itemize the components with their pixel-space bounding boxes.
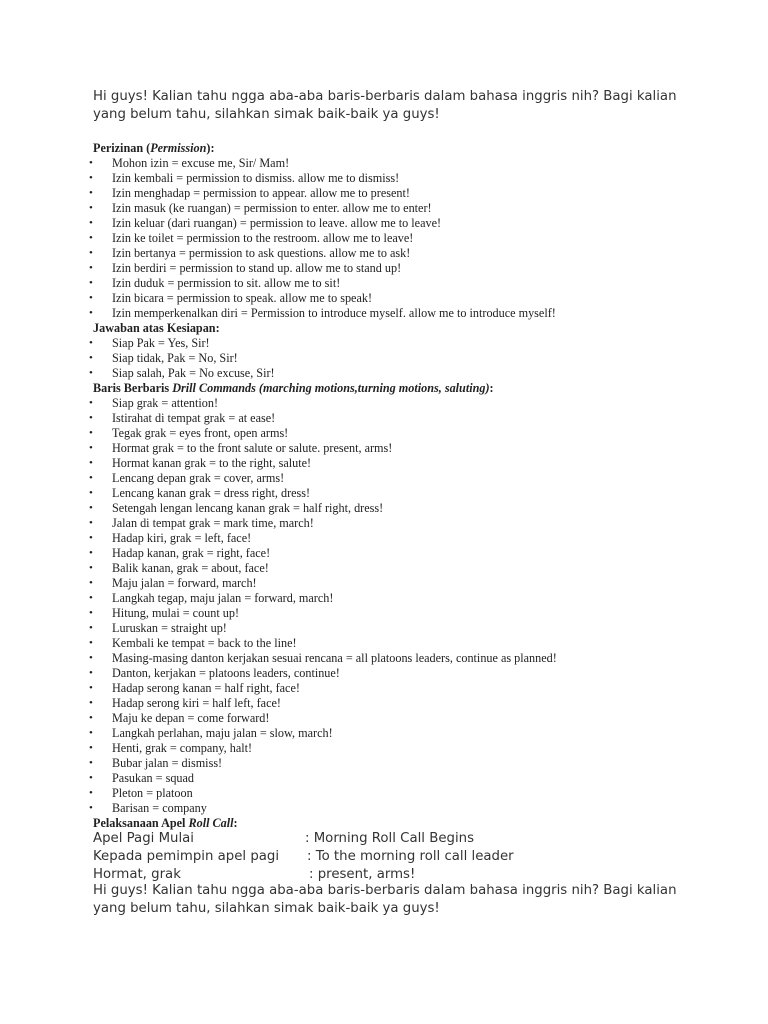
list-item: • Langkah tegap, maju jalan = forward, march!: [0, 591, 700, 606]
list-item: • Izin keluar (dari ruangan) = permission to leave. allow me to leave!: [0, 216, 700, 231]
list-item: • Balik kanan, grak = about, face!: [0, 561, 700, 576]
readiness-heading: Jawaban atas Kesiapan:: [93, 321, 220, 335]
rollcall-key: Hormat, grak: [93, 867, 181, 882]
list-item: • Hadap kiri, grak = left, face!: [0, 531, 700, 546]
list-item: • Maju ke depan = come forward!: [0, 711, 700, 726]
list-item: • Siap grak = attention!: [0, 396, 700, 411]
list-item: • Istirahat di tempat grak = at ease!: [0, 411, 700, 426]
list-item: • Siap Pak = Yes, Sir!: [0, 336, 700, 351]
list-item: • Tegak grak = eyes front, open arms!: [0, 426, 700, 441]
intro-paragraph: Hi guys! Kalian tahu ngga aba-aba baris-berbaris dalam bahasa inggris nih? Bagi kalian yang belum tahu, silahkan simak baik-baik ya guys!: [93, 89, 677, 122]
list-item: • Masing-masing danton kerjakan sesuai rencana = all platoons leaders, continue as planned!: [0, 651, 700, 666]
list-item: • Hormat grak = to the front salute or salute. present, arms!: [0, 441, 700, 456]
list-item: • Izin menghadap = permission to appear. allow me to present!: [0, 186, 700, 201]
list-item: • Hitung, mulai = count up!: [0, 606, 700, 621]
list-item: • Izin bicara = permission to speak. allow me to speak!: [0, 291, 700, 306]
permission-list: [0, 156, 700, 321]
list-item: • Izin ke toilet = permission to the restroom. allow me to leave!: [0, 231, 700, 246]
list-item: • Maju jalan = forward, march!: [0, 576, 700, 591]
readiness-list: [0, 336, 700, 381]
rollcall-value: : Morning Roll Call Begins: [305, 831, 474, 846]
rollcall-row: [93, 848, 693, 866]
list-item: • Henti, grak = company, halt!: [0, 741, 700, 756]
list-item: • Hadap serong kiri = half left, face!: [0, 696, 700, 711]
rollcall-value: : present, arms!: [309, 867, 416, 882]
list-item: • Izin berdiri = permission to stand up. allow me to stand up!: [0, 261, 700, 276]
list-item: • Lencang kanan grak = dress right, dress!: [0, 486, 700, 501]
list-item: • Siap salah, Pak = No excuse, Sir!: [0, 366, 700, 381]
list-item: • Izin memperkenalkan diri = Permission to introduce myself. allow me to introduce myself!: [0, 306, 700, 321]
list-item: • Izin masuk (ke ruangan) = permission to enter. allow me to enter!: [0, 201, 700, 216]
rollcall-row: [93, 830, 693, 848]
rollcall-value: : To the morning roll call leader: [307, 849, 514, 864]
list-item: • Jalan di tempat grak = mark time, march!: [0, 516, 700, 531]
drill-heading: Baris Berbaris Drill Commands (marching motions,turning motions, saluting):: [93, 381, 494, 395]
rollcall-table: [93, 830, 693, 884]
rollcall-key: Apel Pagi Mulai: [93, 831, 195, 846]
list-item: • Pleton = platoon: [0, 786, 700, 801]
list-item: • Luruskan = straight up!: [0, 621, 700, 636]
list-item: • Setengah lengan lencang kanan grak = half right, dress!: [0, 501, 700, 516]
list-item: • Langkah perlahan, maju jalan = slow, march!: [0, 726, 700, 741]
list-item: • Izin bertanya = permission to ask questions. allow me to ask!: [0, 246, 700, 261]
list-item: • Izin kembali = permission to dismiss. allow me to dismiss!: [0, 171, 700, 186]
list-item: • Pasukan = squad: [0, 771, 700, 786]
list-item: • Izin duduk = permission to sit. allow me to sit!: [0, 276, 700, 291]
drill-list: [0, 396, 700, 816]
outro-paragraph: Hi guys! Kalian tahu ngga aba-aba baris-berbaris dalam bahasa inggris nih? Bagi kalian yang belum tahu, silahkan simak baik-baik ya guys!: [93, 883, 677, 916]
list-item: • Lencang depan grak = cover, arms!: [0, 471, 700, 486]
list-item: • Barisan = company: [0, 801, 700, 816]
rollcall-heading: Pelaksanaan Apel Roll Call:: [93, 816, 238, 830]
list-item: • Kembali ke tempat = back to the line!: [0, 636, 700, 651]
permission-heading: Perizinan (Permission):: [93, 141, 215, 155]
list-item: • Danton, kerjakan = platoons leaders, continue!: [0, 666, 700, 681]
list-item: • Hormat kanan grak = to the right, salute!: [0, 456, 700, 471]
list-item: • Hadap serong kanan = half right, face!: [0, 681, 700, 696]
rollcall-key: Kepada pemimpin apel pagi: [93, 849, 280, 864]
list-item: • Mohon izin = excuse me, Sir/ Mam!: [0, 156, 700, 171]
list-item: • Bubar jalan = dismiss!: [0, 756, 700, 771]
list-item: • Hadap kanan, grak = right, face!: [0, 546, 700, 561]
list-item: • Siap tidak, Pak = No, Sir!: [0, 351, 700, 366]
